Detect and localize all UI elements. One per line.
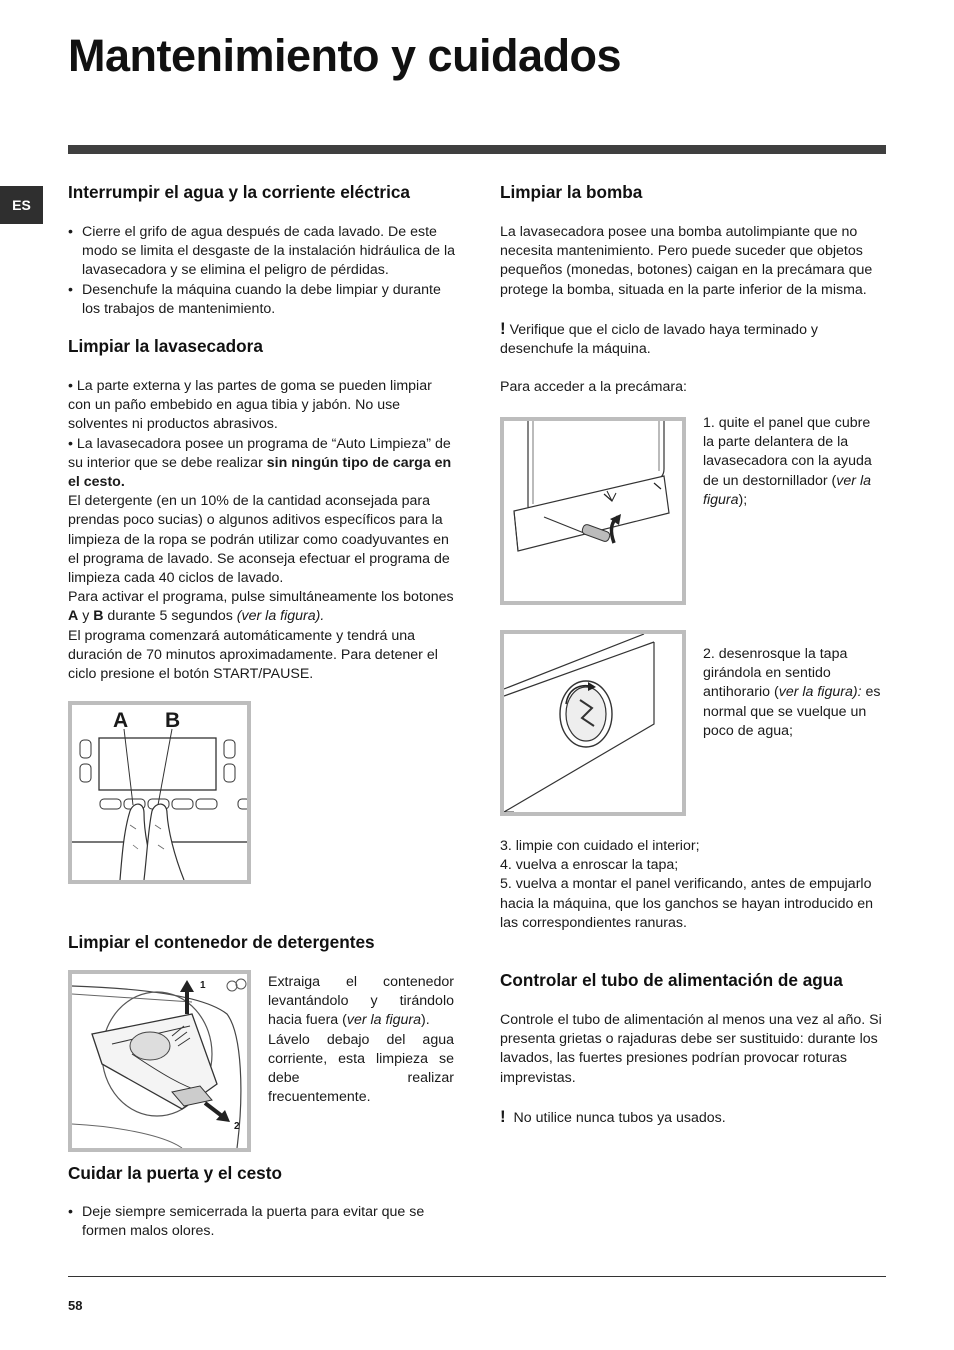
figure-ref: ver la figura): xyxy=(778,684,862,701)
list-item: • Desenchufe la máquina cuando la debe limpiar y durante los trabajos de mantenimiento. xyxy=(68,281,456,319)
footer-rule xyxy=(68,1276,886,1277)
step-2-text xyxy=(703,645,885,741)
header-rule xyxy=(68,145,886,154)
button-a-ref: A xyxy=(68,608,79,625)
text: Verifique que el ciclo de lavado haya terminado y desenchufe la máquina. xyxy=(500,321,818,358)
list-item xyxy=(68,435,456,493)
warning-note xyxy=(500,319,888,359)
text: 2. desenrosque la tapa girándola en sentido antihorario ( xyxy=(703,646,848,701)
paragraph: Controle el tubo de alimentación al menos una vez al año. Si presenta grietas o rajaduras debe ser sustituido: durante los lavados, las fuertes presiones podrían provocar roturas imprevistas. xyxy=(500,1012,882,1086)
section-detergent-drawer xyxy=(68,932,456,952)
button-b-ref: B xyxy=(93,608,104,625)
paragraph: Para acceder a la precámara: xyxy=(500,379,687,396)
bold-text: sin ningún tipo de carga en el cesto. xyxy=(68,454,452,491)
language-tab: ES xyxy=(0,186,43,224)
warning-note xyxy=(500,1107,888,1128)
step-label-2: 2 xyxy=(234,1121,240,1132)
section-supply-hose xyxy=(500,970,888,1128)
label-b: B xyxy=(165,709,181,732)
detergent-drawer-illustration xyxy=(72,974,247,1148)
figure-ref: ver la figura xyxy=(346,1012,421,1029)
detergent-drawer-text xyxy=(268,973,454,1107)
page-number: 58 xyxy=(68,1298,83,1313)
section-water-power xyxy=(68,182,456,319)
list-item: • La parte externa y las partes de goma se pueden limpiar con un paño embebido en agua tibia y jabón. No use solventes ni productos abrasivos. xyxy=(68,377,456,435)
warning-icon: ! xyxy=(500,1106,506,1126)
text: No utilice nunca tubos ya usados. xyxy=(505,1109,726,1126)
text: Extraiga el contenedor levantándolo y tirándolo hacia fuera ( xyxy=(268,974,454,1029)
paragraph xyxy=(68,588,456,626)
paragraph: El detergente (en un 10% de la cantidad aconsejada para prendas poco sucias) o algunos aditivos específicos para la limpieza de la ropa se podrán utilizar como coadyuvantes en el programa de lavado. Se aconseja efectuar el programa de limpieza cada 40 ciclos de lavado. xyxy=(68,493,450,587)
text: La lavasecadora posee un programa de “Auto Limpieza” de su interior que se debe realizar xyxy=(68,435,451,471)
paragraph: Lávelo debajo del agua corriente, esta limpieza se debe realizar frecuentemente. xyxy=(268,1031,454,1106)
text: ). xyxy=(421,1012,430,1029)
paragraph xyxy=(703,414,885,510)
page-title: Mantenimiento y cuidados xyxy=(68,30,622,81)
section-heading: Controlar el tubo de alimentación de agua xyxy=(500,970,843,990)
text: Para activar el programa, pulse simultáneamente los botones xyxy=(68,589,454,606)
section-clean-pump xyxy=(500,182,888,397)
pump-steps xyxy=(500,837,888,933)
text: durante 5 segundos xyxy=(103,608,237,625)
control-panel-figure xyxy=(68,701,251,884)
step-label-1: 1 xyxy=(200,980,206,991)
section-heading: Limpiar la lavasecadora xyxy=(68,336,263,356)
step-1-text xyxy=(703,414,885,510)
paragraph xyxy=(268,973,454,1031)
text: ); xyxy=(738,491,748,508)
section-heading: Limpiar el contenedor de detergentes xyxy=(68,932,375,952)
list-item: • Deje siempre semicerrada la puerta para evitar que se formen malos olores. xyxy=(68,1203,456,1241)
detergent-drawer-figure xyxy=(68,970,251,1152)
warning-icon: ! xyxy=(500,318,506,338)
section-door-drum xyxy=(68,1163,456,1241)
control-panel-illustration xyxy=(72,705,247,880)
text: 1. quite el panel que cubre la parte delantera de la lavasecadora con la ayuda de un destornillador ( xyxy=(703,415,872,489)
remove-panel-figure xyxy=(500,417,686,605)
label-a: A xyxy=(113,709,129,732)
remove-panel-illustration xyxy=(504,421,682,601)
list-item: 4. vuelva a enroscar la tapa; xyxy=(500,857,679,874)
paragraph xyxy=(703,645,885,741)
text: es normal que se vuelque un poco de agua; xyxy=(703,684,881,739)
section-heading: Cuidar la puerta y el cesto xyxy=(68,1163,282,1183)
paragraph: El programa comenzará automáticamente y tendrá una duración de 70 minutos aproximadamente. Para detener el ciclo presione el botón START/PAUSE. xyxy=(68,627,438,683)
section-clean-washer xyxy=(68,336,456,684)
figure-ref: (ver la figura). xyxy=(236,608,325,625)
section-heading: Interrumpir el agua y la corriente eléctrica xyxy=(68,182,410,202)
list-item: • Cierre el grifo de agua después de cada lavado. De este modo se limita el desgaste de la instalación hidráulica de la lavasecadora y se elimina el peligro de pérdidas. xyxy=(68,223,456,281)
paragraph: La lavasecadora posee una bomba autolimpiante que no necesita mantenimiento. Pero puede suceder que objetos pequeños (monedas, botones) caigan en la precámara que protege la bomba, situada en la parte inferior de la misma. xyxy=(500,224,873,298)
pump-cap-illustration xyxy=(504,634,682,812)
list-item: 5. vuelva a montar el panel verificando, antes de empujarlo hacia la máquina, que los ganchos se hayan introducido en las correspondientes ranuras. xyxy=(500,876,874,931)
text: y xyxy=(78,608,94,625)
section-heading: Limpiar la bomba xyxy=(500,182,643,202)
figure-ref: ver la figura xyxy=(703,472,871,508)
list-item: 3. limpie con cuidado el interior; xyxy=(500,838,700,854)
pump-cap-figure xyxy=(500,630,686,816)
